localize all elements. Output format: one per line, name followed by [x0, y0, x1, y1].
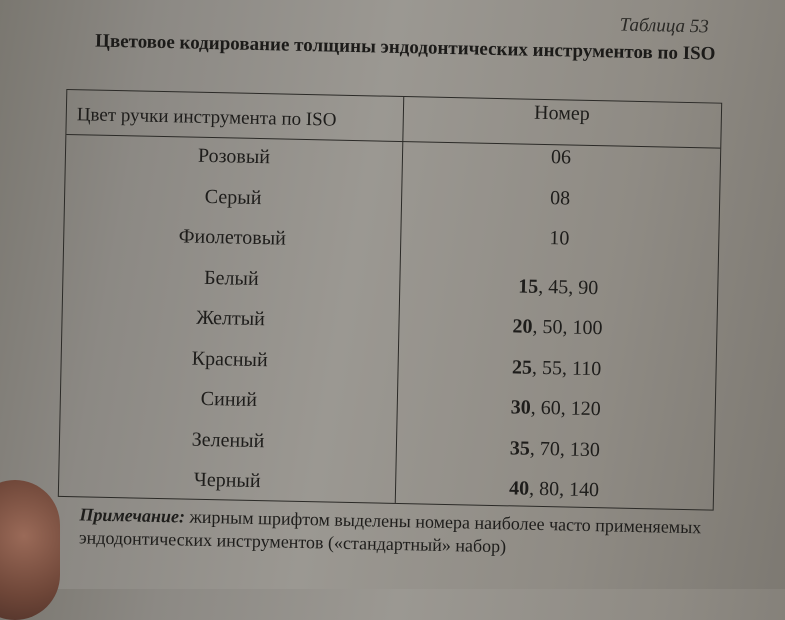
- color-cell: Белый: [63, 263, 399, 293]
- table-caption: Цветовое кодирование толщины эндодонтических инструментов по ISO: [85, 29, 725, 66]
- color-cell: Розовый: [66, 142, 402, 172]
- other-numbers: , 45, 90: [538, 275, 598, 298]
- color-cell: Зеленый: [60, 425, 396, 455]
- bold-number: 20: [512, 315, 532, 337]
- other-numbers: , 55, 110: [532, 356, 602, 379]
- color-cell: Серый: [65, 182, 401, 212]
- number-cell: [398, 313, 716, 343]
- other-numbers: , 80, 140: [529, 478, 599, 501]
- header-number: Номер: [403, 99, 721, 129]
- thumb-in-photo: [0, 480, 60, 620]
- other-numbers: 08: [550, 187, 570, 209]
- bold-number: 40: [509, 477, 529, 499]
- color-cell: Желтый: [62, 304, 398, 334]
- number-cell: [397, 394, 715, 424]
- color-cell: Красный: [62, 344, 398, 374]
- table-number: Таблица 53: [619, 15, 709, 39]
- other-numbers: , 70, 130: [530, 437, 600, 460]
- table-body: [59, 136, 720, 514]
- bold-number: 35: [510, 437, 530, 459]
- color-cell: Синий: [61, 385, 397, 415]
- note-label: Примечание:: [79, 504, 185, 526]
- bold-number: 15: [518, 275, 538, 297]
- color-cell: Фиолетовый: [64, 223, 400, 253]
- color-cell: Черный: [59, 466, 395, 496]
- bold-number: 30: [511, 396, 531, 418]
- other-numbers: 10: [549, 227, 569, 249]
- header-color: Цвет ручки инструмента по ISO: [77, 104, 337, 131]
- other-numbers: 06: [551, 146, 571, 168]
- other-numbers: , 60, 120: [531, 397, 601, 420]
- number-cell: [397, 353, 715, 383]
- number-cell: [399, 272, 717, 302]
- number-cell: [395, 475, 713, 505]
- bold-number: 25: [512, 356, 532, 378]
- other-numbers: , 50, 100: [532, 316, 602, 339]
- note-text: жирным шрифтом выделены номера наиболее часто применяемых эндодонтических инструментов («стандартный» набор): [79, 507, 702, 557]
- iso-color-table: [58, 89, 722, 511]
- number-cell: [396, 434, 714, 464]
